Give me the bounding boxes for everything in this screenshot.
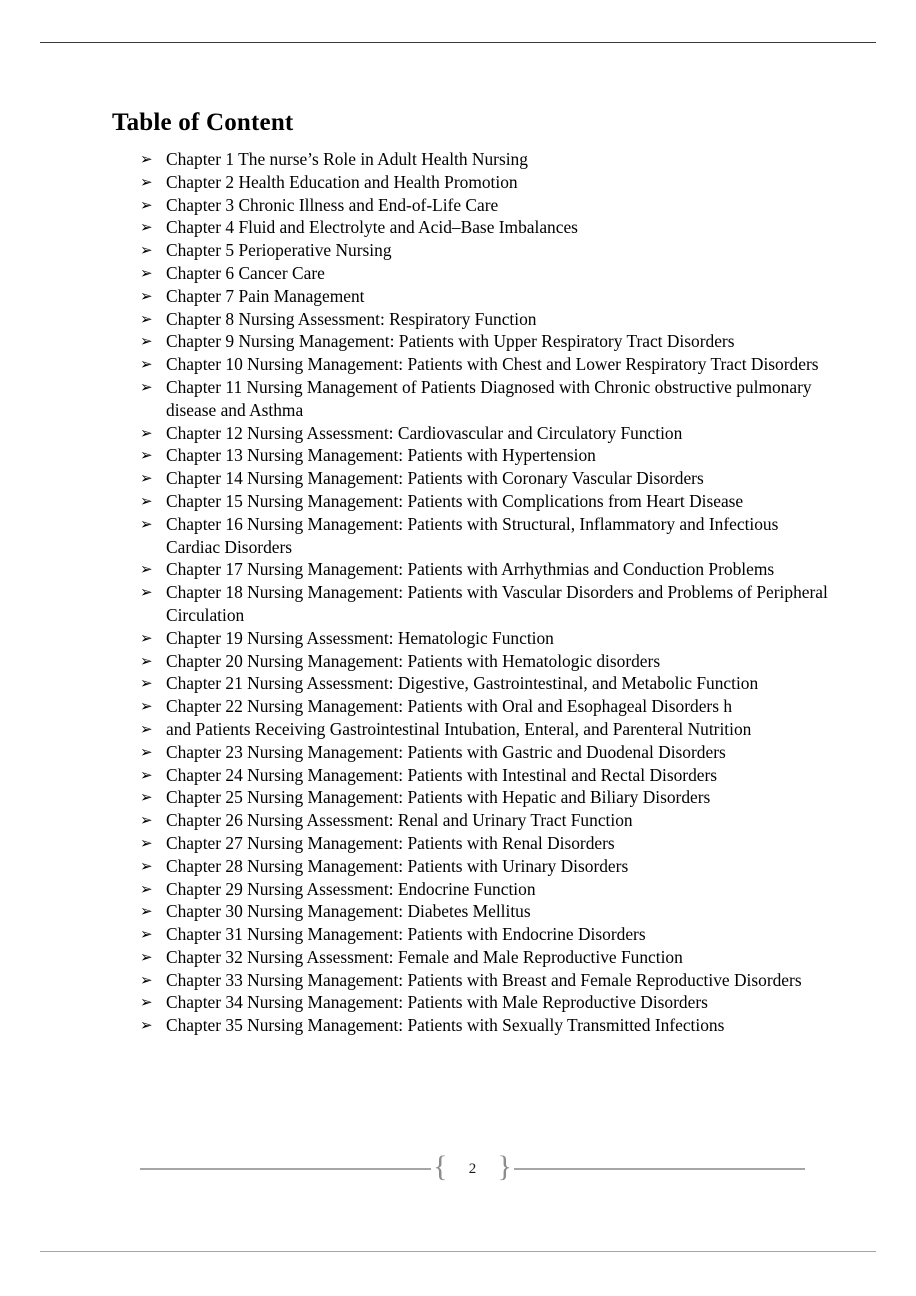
- toc-entry[interactable]: [112, 809, 828, 832]
- arrow-bullet-icon: ➢: [140, 355, 153, 374]
- footer-rule-left: [140, 1168, 431, 1170]
- toc-entry[interactable]: [112, 946, 828, 969]
- toc-entry-label: Chapter 11 Nursing Management of Patients Diagnosed with Chronic obstructive pulmonary disease and Asthma: [166, 376, 812, 420]
- toc-entry-label: Chapter 9 Nursing Management: Patients with Upper Respiratory Tract Disorders: [166, 331, 735, 352]
- toc-entry[interactable]: [112, 855, 828, 878]
- arrow-bullet-icon: ➢: [140, 970, 153, 989]
- arrow-bullet-icon: ➢: [140, 902, 153, 921]
- toc-entry[interactable]: [112, 581, 828, 627]
- toc-entry-label: Chapter 15 Nursing Management: Patients with Complications from Heart Disease: [166, 490, 744, 511]
- arrow-bullet-icon: ➢: [140, 719, 153, 738]
- toc-entry[interactable]: [112, 878, 828, 901]
- toc-entry-label: Chapter 28 Nursing Management: Patients with Urinary Disorders: [166, 855, 629, 876]
- header-rule: [40, 42, 876, 43]
- toc-entry[interactable]: [112, 194, 828, 217]
- toc-entry[interactable]: [112, 718, 828, 741]
- page-footer: [140, 1152, 805, 1186]
- toc-entry[interactable]: [112, 262, 828, 285]
- toc-entry[interactable]: [112, 376, 828, 422]
- toc-entry-label: Chapter 20 Nursing Management: Patients with Hematologic disorders: [166, 650, 661, 671]
- toc-entry-label: Chapter 13 Nursing Management: Patients with Hypertension: [166, 445, 596, 466]
- toc-entry[interactable]: [112, 764, 828, 787]
- toc-entry[interactable]: [112, 490, 828, 513]
- arrow-bullet-icon: ➢: [140, 811, 153, 830]
- toc-entry[interactable]: [112, 991, 828, 1014]
- toc-entry[interactable]: [112, 923, 828, 946]
- arrow-bullet-icon: ➢: [140, 309, 153, 328]
- toc-entry-label: Chapter 35 Nursing Management: Patients with Sexually Transmitted Infections: [166, 1015, 725, 1036]
- arrow-bullet-icon: ➢: [140, 218, 153, 237]
- arrow-bullet-icon: ➢: [140, 833, 153, 852]
- toc-entry-label: Chapter 24 Nursing Management: Patients with Intestinal and Rectal Disorders: [166, 764, 718, 785]
- toc-entry-label: Chapter 2 Health Education and Health Promotion: [166, 171, 518, 192]
- toc-entry-label: Chapter 30 Nursing Management: Diabetes Mellitus: [166, 901, 531, 922]
- toc-entry[interactable]: [112, 239, 828, 262]
- toc-entry-label: Chapter 21 Nursing Assessment: Digestive, Gastrointestinal, and Metabolic Function: [166, 673, 759, 694]
- toc-entry-label: Chapter 8 Nursing Assessment: Respiratory Function: [166, 308, 537, 329]
- arrow-bullet-icon: ➢: [140, 583, 153, 602]
- arrow-bullet-icon: ➢: [140, 491, 153, 510]
- arrow-bullet-icon: ➢: [140, 925, 153, 944]
- toc-entry[interactable]: [112, 330, 828, 353]
- arrow-bullet-icon: ➢: [140, 1016, 153, 1035]
- arrow-bullet-icon: ➢: [140, 150, 153, 168]
- arrow-bullet-icon: ➢: [140, 172, 153, 191]
- toc-entry-label: Chapter 29 Nursing Assessment: Endocrine Function: [166, 878, 536, 899]
- arrow-bullet-icon: ➢: [140, 788, 153, 807]
- bottom-rule: [40, 1251, 876, 1252]
- toc-entry-label: Chapter 14 Nursing Management: Patients with Coronary Vascular Disorders: [166, 468, 704, 489]
- toc-entry[interactable]: [112, 650, 828, 673]
- arrow-bullet-icon: ➢: [140, 560, 153, 579]
- toc-entry-label: Chapter 23 Nursing Management: Patients with Gastric and Duodenal Disorders: [166, 741, 726, 762]
- toc-entry[interactable]: [112, 467, 828, 490]
- arrow-bullet-icon: ➢: [140, 263, 153, 282]
- page-title: Table of Content: [112, 109, 294, 136]
- table-of-contents-list: [112, 148, 828, 1037]
- toc-entry[interactable]: [112, 900, 828, 923]
- toc-entry-label: Chapter 1 The nurse’s Role in Adult Health Nursing: [166, 149, 528, 169]
- toc-entry-label: Chapter 31 Nursing Management: Patients with Endocrine Disorders: [166, 924, 646, 945]
- toc-entry[interactable]: [112, 786, 828, 809]
- toc-entry[interactable]: [112, 672, 828, 695]
- arrow-bullet-icon: ➢: [140, 332, 153, 351]
- toc-entry-label: Chapter 34 Nursing Management: Patients with Male Reproductive Disorders: [166, 992, 708, 1013]
- arrow-bullet-icon: ➢: [140, 856, 153, 875]
- toc-entry[interactable]: [112, 695, 828, 718]
- toc-entry-label: Chapter 22 Nursing Management: Patients with Oral and Esophageal Disorders h: [166, 696, 733, 717]
- arrow-bullet-icon: ➢: [140, 195, 153, 214]
- toc-entry-label: Chapter 25 Nursing Management: Patients with Hepatic and Biliary Disorders: [166, 787, 711, 808]
- toc-entry-label: Chapter 10 Nursing Management: Patients with Chest and Lower Respiratory Tract Disorders: [166, 354, 819, 375]
- toc-entry[interactable]: [112, 558, 828, 581]
- toc-entry[interactable]: [112, 216, 828, 239]
- toc-entry-label: Chapter 5 Perioperative Nursing: [166, 240, 392, 261]
- arrow-bullet-icon: ➢: [140, 241, 153, 260]
- page-content: [112, 108, 828, 1037]
- toc-entry-label: and Patients Receiving Gastrointestinal Intubation, Enteral, and Parenteral Nutrition: [166, 718, 752, 739]
- toc-entry-label: Chapter 33 Nursing Management: Patients with Breast and Female Reproductive Disorders: [166, 969, 802, 990]
- toc-entry-label: Chapter 3 Chronic Illness and End-of-Life Care: [166, 194, 499, 215]
- arrow-bullet-icon: ➢: [140, 697, 153, 716]
- toc-entry-label: Chapter 27 Nursing Management: Patients with Renal Disorders: [166, 832, 615, 853]
- arrow-bullet-icon: ➢: [140, 286, 153, 305]
- arrow-bullet-icon: ➢: [140, 469, 153, 488]
- toc-entry-label: Chapter 16 Nursing Management: Patients with Structural, Inflammatory and Infectious Cardiac Disorders: [166, 513, 779, 557]
- arrow-bullet-icon: ➢: [140, 879, 153, 898]
- brace-left-icon: {: [433, 1150, 448, 1183]
- brace-right-icon: }: [497, 1150, 512, 1183]
- toc-entry[interactable]: [112, 353, 828, 376]
- toc-entry[interactable]: [112, 285, 828, 308]
- toc-entry-label: Chapter 19 Nursing Assessment: Hematologic Function: [166, 627, 554, 648]
- toc-entry-label: Chapter 26 Nursing Assessment: Renal and Urinary Tract Function: [166, 810, 633, 831]
- toc-entry[interactable]: [112, 171, 828, 194]
- arrow-bullet-icon: ➢: [140, 765, 153, 784]
- arrow-bullet-icon: ➢: [140, 628, 153, 647]
- toc-entry[interactable]: [112, 513, 828, 559]
- toc-entry[interactable]: [112, 444, 828, 467]
- arrow-bullet-icon: ➢: [140, 377, 153, 396]
- toc-entry-label: Chapter 12 Nursing Assessment: Cardiovascular and Circulatory Function: [166, 422, 683, 443]
- toc-entry-label: Chapter 17 Nursing Management: Patients with Arrhythmias and Conduction Problems: [166, 559, 775, 580]
- arrow-bullet-icon: ➢: [140, 446, 153, 465]
- toc-entry-label: Chapter 6 Cancer Care: [166, 262, 325, 283]
- toc-entry-label: Chapter 7 Pain Management: [166, 285, 365, 306]
- footer-rule-right: [514, 1168, 805, 1170]
- toc-entry[interactable]: [112, 308, 828, 331]
- toc-entry[interactable]: [112, 148, 828, 171]
- toc-entry[interactable]: [112, 741, 828, 764]
- toc-entry-label: Chapter 4 Fluid and Electrolyte and Acid–Base Imbalances: [166, 217, 578, 238]
- arrow-bullet-icon: ➢: [140, 742, 153, 761]
- arrow-bullet-icon: ➢: [140, 674, 153, 693]
- arrow-bullet-icon: ➢: [140, 423, 153, 442]
- arrow-bullet-icon: ➢: [140, 651, 153, 670]
- toc-entry[interactable]: [112, 422, 828, 445]
- toc-entry[interactable]: [112, 969, 828, 992]
- toc-entry[interactable]: [112, 627, 828, 650]
- toc-entry-label: Chapter 32 Nursing Assessment: Female and Male Reproductive Function: [166, 946, 683, 967]
- arrow-bullet-icon: ➢: [140, 514, 153, 533]
- toc-entry[interactable]: [112, 832, 828, 855]
- arrow-bullet-icon: ➢: [140, 947, 153, 966]
- toc-entry-label: Chapter 18 Nursing Management: Patients with Vascular Disorders and Problems of Peripheral Circulation: [166, 582, 828, 625]
- toc-entry[interactable]: [112, 1014, 828, 1037]
- page-number: 2: [468, 1160, 477, 1177]
- arrow-bullet-icon: ➢: [140, 993, 153, 1012]
